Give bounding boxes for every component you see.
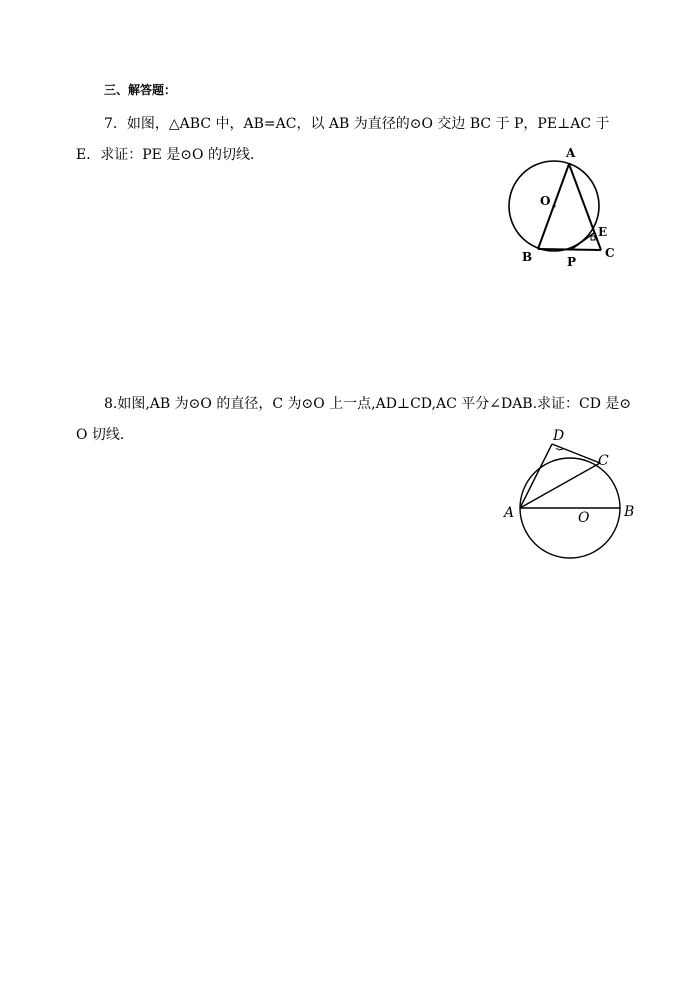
label-a: A: [504, 505, 515, 521]
segment-dc: [552, 444, 600, 463]
right-angle-mark: [591, 236, 595, 240]
problem-8-text-line2: O 切线．: [76, 427, 134, 443]
segment-ac: [569, 164, 601, 250]
label-c: C: [598, 453, 609, 469]
problem-8-figure: [500, 420, 650, 570]
label-b: B: [624, 504, 635, 520]
problem-7-text-line1: 7．如图，△ABC 中，AB=AC，以 AB 为直径的⊙O 交边 BC 于 P，PE⊥AC 于: [104, 116, 610, 132]
label-c: C: [605, 246, 615, 260]
label-o: O: [540, 194, 551, 208]
center-dot: [553, 205, 556, 208]
label-a: A: [566, 146, 576, 160]
label-o: O: [578, 510, 590, 526]
segment-pe: [572, 233, 594, 249]
problem-8-text-line1: 8.如图,AB 为⊙O 的直径，C 为⊙O 上一点,AD⊥CD,AC 平分∠DAB.求证：CD 是⊙: [104, 396, 632, 412]
label-e: E: [598, 225, 608, 239]
label-d: D: [553, 428, 565, 444]
problem-7-figure: [500, 145, 630, 275]
label-p: P: [567, 255, 577, 269]
label-b: B: [522, 250, 533, 264]
problem-7-text-line2: E．求证：PE 是⊙O 的切线．: [76, 147, 264, 163]
section-heading: 三、解答题：: [104, 83, 177, 97]
segment-bc: [538, 249, 601, 250]
